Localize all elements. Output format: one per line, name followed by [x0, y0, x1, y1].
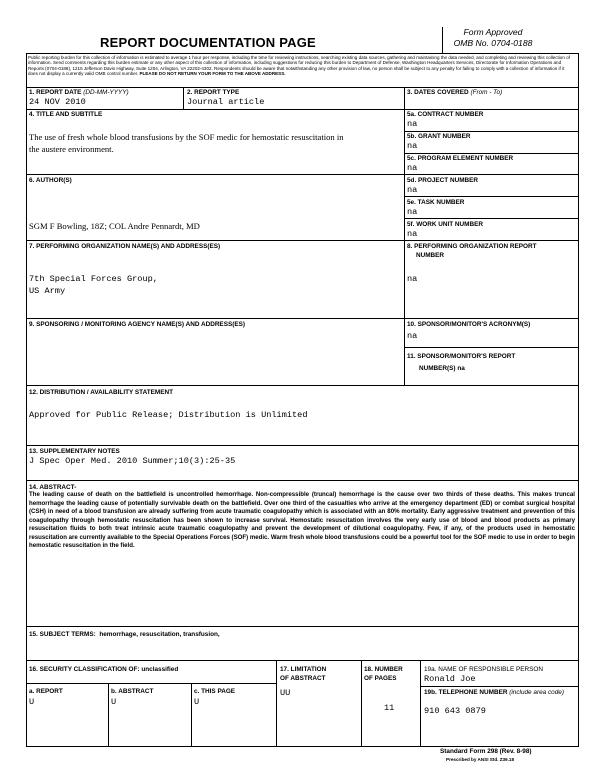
field-13-label: 13. SUPPLEMENTARY NOTES [29, 448, 120, 455]
field-16c-label: c. THIS PAGE [194, 688, 236, 695]
report-class-value: U [29, 697, 35, 707]
title-value-line1: The use of fresh whole blood transfusions by the SOF medic for hemostatic resuscitation in [29, 132, 344, 142]
limitation-value: UU [280, 688, 291, 698]
standard-form-label: Standard Form 298 (Rev. 8-98) [440, 748, 532, 755]
field-5f-label: 5f. WORK UNIT NUMBER [407, 221, 483, 228]
abstract-class-value: U [111, 697, 117, 707]
work-unit-value: na [407, 229, 418, 239]
col-17-18 [361, 660, 362, 746]
field-5b-label: 5b. GRANT NUMBER [407, 133, 471, 140]
authors-value: SGM F Bowling, 18Z; COL Andre Pennardt, MD [29, 221, 200, 231]
field-8-label-line1: 8. PERFORMING ORGANIZATION REPORT [407, 243, 537, 250]
form-approved-label: Form Approved [463, 27, 523, 37]
form-approved-box [444, 27, 542, 49]
report-date-value: 24 NOV 2010 [29, 97, 86, 107]
rule-row15-top [26, 626, 579, 627]
security-classification-value: unclassified [141, 666, 179, 673]
field-7-label: 7. PERFORMING ORGANIZATION NAME(S) AND ADDRESS(ES) [29, 243, 221, 250]
field-17-label-line2: OF ABSTRACT [280, 675, 326, 682]
this-page-class-value: U [194, 697, 200, 707]
field-16a-label: a. REPORT [29, 688, 63, 695]
rule-5b-top [404, 131, 579, 132]
rule-11-top [404, 347, 579, 348]
rule-row12-top [26, 385, 579, 386]
field-6-label: 6. AUTHOR(S) [29, 177, 72, 184]
field-2-label: 2. REPORT TYPE [187, 89, 240, 96]
omb-box-divider [442, 27, 443, 53]
do-not-return-notice: PLEASE DO NOT RETURN YOUR FORM TO THE ABOVE ADDRESS. [139, 70, 286, 76]
rule-5f-top [404, 218, 579, 219]
field-16-row [29, 666, 178, 673]
field-5e-label: 5e. TASK NUMBER [407, 199, 465, 206]
field-15-label: 15. SUBJECT TERMS: [29, 631, 96, 638]
rule-16abc-top [26, 683, 276, 684]
field-17-label-line1: 17. LIMITATION [280, 666, 327, 673]
omb-number: OMB No. 0704-0188 [453, 38, 533, 48]
responsible-person-value: Ronald Joe [424, 674, 476, 684]
left-border [26, 53, 27, 747]
performing-report-value: na [407, 274, 418, 284]
field-4-label: 4. TITLE AND SUBTITLE [29, 111, 103, 118]
field-9-label: 9. SPONSORING / MONITORING AGENCY NAME(S) AND ADDRESS(ES) [29, 321, 245, 328]
field-5d-label: 5d. PROJECT NUMBER [407, 177, 479, 184]
field-5a-label: 5a. CONTRACT NUMBER [407, 111, 484, 118]
rule-19b-top [420, 686, 579, 687]
field-19a-label: 19a. NAME OF RESPONSIBLE PERSON [424, 666, 543, 673]
project-number-value: na [407, 185, 418, 195]
rule-row6-top [26, 174, 579, 175]
performing-org-line2: US Army [29, 286, 66, 296]
subject-terms-value: hemorrhage, resuscitation, transfusion, [99, 631, 220, 638]
rule-row7-top [26, 240, 579, 241]
telephone-value: 910 643 0879 [424, 706, 486, 716]
program-element-value: na [407, 163, 418, 173]
field-12-label: 12. DISTRIBUTION / AVAILABILITY STATEMENT [29, 389, 174, 396]
number-of-pages-value: 11 [384, 703, 395, 713]
col-right-block [404, 87, 405, 385]
col-1-2 [183, 87, 184, 109]
field-16b-label: b. ABSTRACT [111, 688, 154, 695]
field-10-label: 10. SPONSOR/MONITOR'S ACRONYM(S) [407, 321, 531, 328]
rule-row4-top [26, 109, 579, 110]
bottom-border [26, 746, 579, 747]
rule-row14-top [26, 480, 579, 481]
col-16a-16b [108, 683, 109, 746]
field-11-label-line1: 11. SPONSOR/MONITOR'S REPORT [407, 353, 516, 360]
sponsor-acronym-value: na [407, 331, 418, 341]
field-16-label: 16. SECURITY CLASSIFICATION OF: [29, 666, 140, 673]
field-14-label: 14. ABSTRACT- [29, 484, 77, 491]
field-19b-label: 19b. TELEPHONE NUMBER (include area code) [424, 689, 564, 696]
col-16b-16c [191, 683, 192, 746]
rule-row16-top [26, 660, 579, 661]
col-18-19 [420, 660, 421, 746]
report-type-value: Journal article [187, 97, 265, 107]
rule-5c-top [404, 153, 579, 154]
task-number-value: na [407, 207, 418, 217]
title-value-line2: the austere environment. [29, 144, 114, 154]
field-3-label: 3. DATES COVERED (From - To) [407, 89, 503, 96]
burden-notice-text: Public reporting burden for this collection of information is estimated to average 1 hour per response, including the time for reviewing instructions, searching existing data sources, gathering and maintaining the data needed, and completing and reviewing this collection of information. Send comments regarding this burden estimate or any other aspect of this collection of information, including suggestions for reducing this burden to Department of Defense, Washington Headquarters Services, Directorate for Information Operations and Reports (0704-0188), 1215 Jefferson Davis Highway, Suite 1204, Arlington, VA 22202-4302. Respondents should be aware that notwithstanding any other provision of law, no person shall be subject to any penalty for failing to comply with a collection of information if it does not display a currently valid OMB control number. [28, 55, 570, 76]
rule-row1-top [26, 87, 579, 88]
rule-row13-top [26, 445, 579, 446]
field-8-label-line2: NUMBER [416, 252, 445, 259]
right-border [578, 53, 579, 747]
field-18-label-line2: OF PAGES [364, 675, 397, 682]
abstract-text: The leading cause of death on the battlefield is uncontrolled hemorrhage. Non-compressible (truncal) hemorrhage is the cause over two thirds of these deaths. This makes truncal hemorrhage the leading cause of potentially survivable death on the battlefield. Over one third of the casualties who arrive at the emergency department (ED) or combat surgical hospital (CSH) in need of a blood transfusion are already suffering from acute traumatic coagulopathy which is associated with an 80% mortality. Early aggressive treatment and prevention of this coagulopathy through hemostatic resuscitation has been shown to increase survival. Hemostatic resuscitation involves the very early use of blood and blood products as primary resuscitation fluids to both treat intrinsic acute traumatic coagulopathy and prevent the development of dilutional coagulopathy. Few, if any, of the products used in hemostatic resuscitation are currently available to the Special Operations Forces (SOF) medic. Warm fresh whole blood transfusions could be a powerful tool for the SOF medic to use in order to begin hemostatic resuscitation in the field. [29, 491, 575, 550]
field-15-row [29, 631, 220, 638]
distribution-value: Approved for Public Release; Distribution is Unlimited [29, 410, 308, 420]
contract-number-value: na [407, 119, 418, 129]
burden-notice [28, 55, 574, 76]
field-18-label-line1: 18. NUMBER [364, 666, 403, 673]
rule-5e-top [404, 196, 579, 197]
rule-row9-top [26, 318, 579, 319]
col-16-17 [276, 660, 277, 746]
grant-number-value: na [407, 141, 418, 151]
field-11-label-line2: NUMBER(S) na [419, 365, 465, 372]
top-rule [26, 53, 579, 54]
prescribed-by-label: Prescribed by ANSI Std. Z39.18 [446, 757, 514, 762]
field-5c-label: 5c. PROGRAM ELEMENT NUMBER [407, 155, 514, 162]
field-1-label: 1. REPORT DATE (DD-MM-YYYY) [29, 89, 129, 96]
performing-org-line1: 7th Special Forces Group, [29, 274, 158, 284]
form-title: REPORT DOCUMENTATION PAGE [100, 35, 316, 50]
supplementary-notes-value: J Spec Oper Med. 2010 Summer;10(3):25-35 [29, 456, 236, 466]
